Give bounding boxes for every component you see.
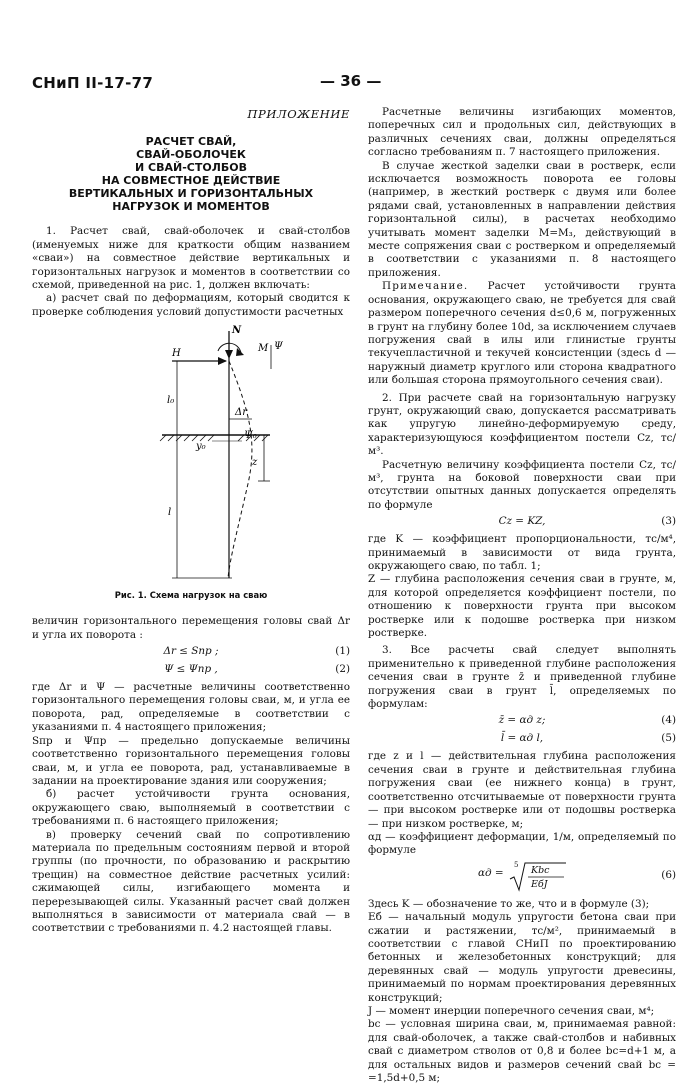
equation-6 <box>368 861 676 895</box>
title-line: НАГРУЗОК И МОМЕНТОВ <box>112 200 270 214</box>
title-line: И СВАЙ-СТОЛБОВ <box>135 161 247 175</box>
equation-2 <box>32 663 350 678</box>
equation-4 <box>368 714 676 729</box>
equation-6-numerator: Kbc <box>531 864 550 876</box>
label-h: H <box>172 348 181 360</box>
equation-6-number: (6) <box>661 868 676 881</box>
definition-e: Eб — начальный модуль упругости бетона сваи при сжатии и растяжении, тс/м², принимаемый в соответствии с главой СНиП по проектированию бетонных и железобетонных конструкций; для деревянных свай — модуль упругости древесины, принимаемый по нормам проектирования деревянных конструкций; <box>368 911 676 1004</box>
paragraph-1: 1. Расчет свай, свай-оболочек и свай-столбов (именуемых ниже для краткости общим названием «сваи») на совместное действие вертикальных и горизонтальных нагрузок и моментов в соответствии со схемой, приведенной на рис. 1, должен включать: <box>32 225 350 292</box>
label-psi: Ψ <box>274 341 283 353</box>
definition-z-l: где z и l — действительная глубина расположения сечения сваи в грунте и действительная глубина погружения сваи (ее нижнего конца) в грунт, соответственно отсчитываемые от поверхности грунта — при высоком ростверке или от подошвы ростверка — при низком ростверке, м; <box>368 750 676 830</box>
label-l0: l₀ <box>167 395 175 407</box>
appendix-label: ПРИЛОЖЕНИЕ <box>247 107 350 121</box>
figure-caption: Рис. 1. Схема нагрузок на сваю <box>114 589 268 600</box>
equation-3 <box>368 515 676 530</box>
paragraph-2b: Расчетную величину коэффициента постели Cz, тс/м³, грунта на боковой поверхности сваи при отсутствии опытных данных допускается определять по формуле <box>368 458 676 511</box>
left-column <box>32 108 350 936</box>
equation-1-expr: Δr ≤ Sпр ; <box>163 645 219 658</box>
definition-k: где K — коэффициент пропорциональности, тс/м⁴, принимаемый в зависимости от вида грунта, окружающего сваю, по табл. 1; <box>368 533 676 572</box>
paragraph-1a: а) расчет свай по деформациям, который сводится к проверке соблюдения условий допустимости расчетных <box>32 292 350 318</box>
label-m: M <box>258 343 269 355</box>
document-code: СНиП II-17-77 <box>32 74 154 92</box>
equation-5-expr: l̄ = αд l, <box>500 732 544 745</box>
title-line: НА СОВМЕСТНОЕ ДЕЙСТВИЕ <box>101 174 281 188</box>
equation-2-number: (2) <box>335 663 350 676</box>
paragraph-3: 3. Все расчеты свай следует выполнять применительно к приведенной глубине расположения сечения сваи в грунте z̄ и приведенной глубине погружения сваи в грунт l̄, определяемых по формулам: <box>368 644 676 711</box>
label-n: N <box>232 325 242 337</box>
label-y0: y₀ <box>196 441 206 453</box>
note-label: Примечание. <box>382 280 469 293</box>
equation-3-expr: Cz = KZ, <box>498 515 546 528</box>
load-diagram-figure <box>32 323 350 607</box>
title-line: ВЕРТИКАЛЬНЫХ И ГОРИЗОНТАЛЬНЫХ <box>68 187 314 201</box>
definition-j: J — момент инерции поперечного сечения сваи, м⁴; <box>368 1004 655 1017</box>
paragraph-1v: в) проверку сечений свай по сопротивлению материала по предельным состояниям первой и второй группы (по прочности, по образованию и раскрытию трещин) на совместное действие расчетных усилий: сжимающей силы, изгибающего момента и перерезывающей силы. Указанный расчет свай должен выполняться в зависимости от материала свай — в соответствии с требованиями п. 4.2 настоящей главы. <box>32 828 350 935</box>
equation-6-denominator: EбJ <box>531 878 548 890</box>
equation-5 <box>368 732 676 747</box>
equation-6-root-index: 5 <box>514 860 519 869</box>
title-line: РАСЧЕТ СВАЙ, <box>145 135 237 149</box>
equation-6-lhs: αд = <box>478 866 504 879</box>
paragraph-r1: Расчетные величины изгибающих моментов, поперечных сил и продольных сил, действующих в различных сечениях сваи, должны определяться согласно требованиям п. 7 настоящего приложения. <box>368 106 676 159</box>
section-title <box>32 135 350 213</box>
label-psi0: Ψ₀ <box>244 430 257 442</box>
deflection-curve <box>228 361 252 578</box>
equation-3-number: (3) <box>661 515 676 528</box>
paragraph-r2: В случае жесткой заделки сваи в ростверк, если исключается возможность поворота ее головы (например, в жесткий ростверк с двумя или более рядами свай, установленных в направлении действия горизонтальной силы), в расчетах необходимо учитывать момент заделки M=M₃, действующий в месте сопряжения сваи с ростверком и определяемый в соответствии с указаниями п. 8 настоящего приложения. <box>368 159 676 279</box>
note <box>368 280 676 387</box>
pile-load-diagram <box>32 323 350 585</box>
equation-5-number: (5) <box>661 732 676 745</box>
right-column <box>368 106 676 1085</box>
paragraph-1a-cont: величин горизонтального перемещения головы свай Δr и угла их поворота : <box>32 615 350 641</box>
definition-z: Z — глубина расположения сечения сваи в грунте, м, для которой определяется коэффициент постели, по отношению к поверхности грунта при высоком ростверке или к подошве ростверка при низком ростверке. <box>368 573 676 640</box>
definition-2: Sпр и Ψпр — предельно допускаемые величины соответственно горизонтального перемещения головы сваи, м, и угла ее поворота, рад, устанавливаемые в задании на проектирование здания или сооружения; <box>32 734 350 787</box>
definition-alpha: αд — коэффициент деформации, 1/м, определяемый по формуле <box>368 830 676 857</box>
paragraph-1b: б) расчет устойчивости грунта основания, окружающего сваю, выполняемый в соответствии с требованиями п. 6 настоящего приложения; <box>32 788 350 828</box>
equation-4-number: (4) <box>661 714 676 727</box>
label-z: z <box>252 457 258 469</box>
equation-4-expr: z̄ = αд z; <box>498 714 546 727</box>
equation-1-number: (1) <box>335 645 350 658</box>
paragraph-2: 2. При расчете свай на горизонтальную нагрузку грунт, окружающий сваю, допускается рассматривать как упругую линейно-деформируемую среду, характеризующуюся коэффициентом постели Cz, тс/м³. <box>368 391 676 458</box>
equation-2-expr: Ψ ≤ Ψпр , <box>164 663 218 676</box>
note-text: Расчет устойчивости грунта основания, окружающего сваю, не требуется для свай размером поперечного сечения d≤0,6 м, погруженных в грунт на глубину более 10d, за исключением случаев погружения свай в илы или глинистые грунты текучепластичной и текучей консистенции (здесь d — наружный диаметр круглого или сторона квадратного или большая сторона прямоугольного сечения сваи). <box>368 280 676 387</box>
title-line: СВАЙ-ОБОЛОЧЕК <box>136 148 246 162</box>
equation-1 <box>32 645 350 660</box>
label-l: l <box>168 507 172 519</box>
label-dr: Δr <box>235 407 248 419</box>
page-number: — 36 — <box>320 72 382 90</box>
definition-1: где Δr и Ψ — расчетные величины соответственно горизонтального перемещения головы сваи, м, и угла ее поворота, рад, определяемые в соответствии с указаниями п. 4 настоящего приложения; <box>32 681 350 734</box>
definition-bc: bc — условная ширина сваи, м, принимаемая равной: для свай-оболочек, а также свай-столбов и набивных свай с диаметром стволов от 0,8 и более bc=d+1 м, а для остальных видов и размеров сечений свай bc = =1,5d+0,5 м; <box>368 1018 676 1084</box>
paragraph-here-k: Здесь K — обозначение то же, что и в формуле (3); <box>368 897 650 910</box>
